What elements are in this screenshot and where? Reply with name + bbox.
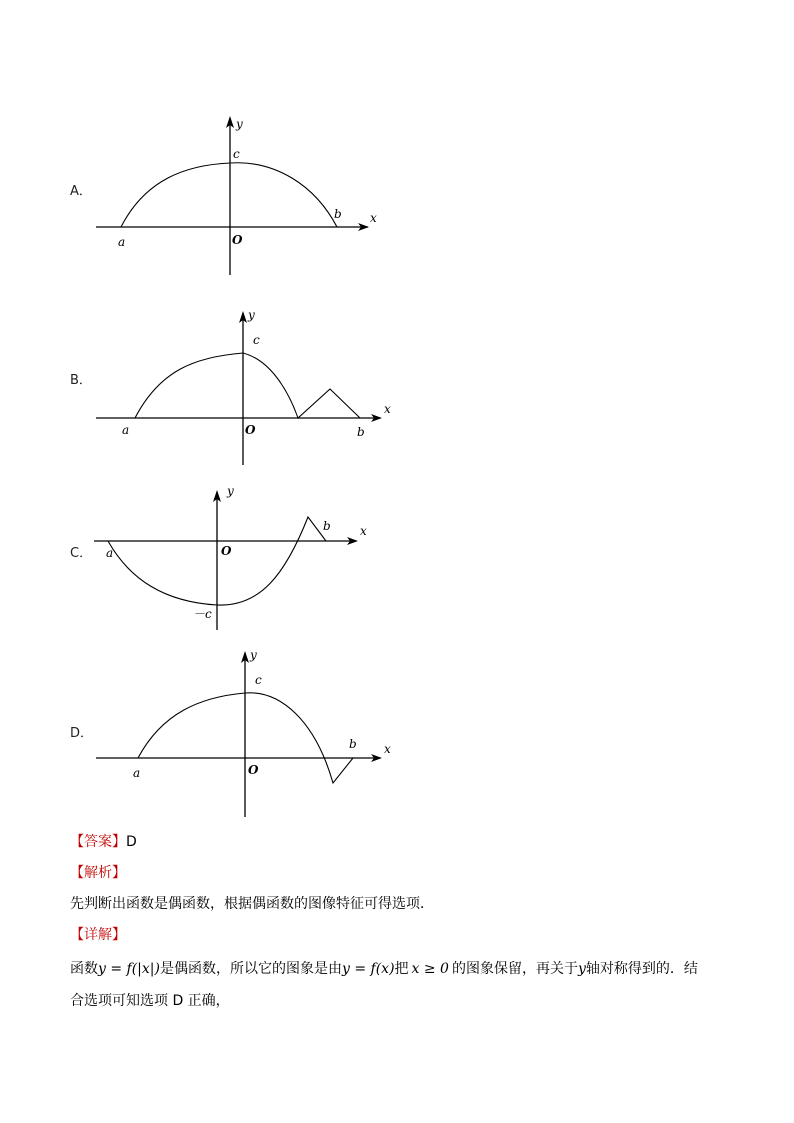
graph-d-b-label: b [349, 737, 357, 751]
answer-bracket: 【答案】 [70, 834, 126, 850]
graph-b-origin-label: O [245, 423, 256, 437]
analysis-bracket: 【解析】 [70, 865, 126, 881]
math-y-f-x: y = f(x) [341, 961, 395, 977]
graph-c-origin-label: O [221, 544, 232, 558]
option-d-label: D． [70, 726, 94, 741]
detail-paragraph-line-2: 合选项可知选项 D 正确， [70, 993, 230, 1009]
option-b-label: B． [70, 373, 92, 388]
graph-d-c-label: c [255, 673, 262, 687]
answer-value: D [126, 834, 137, 850]
graph-c-c-label: －c [193, 607, 212, 621]
option-a-label: A． [70, 184, 92, 199]
graph-b-x-label: x [384, 402, 391, 416]
graph-b-a-label: a [122, 423, 130, 437]
graph-d-a-label: a [133, 766, 141, 780]
graph-b-b-label: b [357, 425, 365, 439]
graph-d-y-label: y [250, 648, 257, 662]
answer-line [70, 831, 137, 851]
graph-a-curve [121, 163, 337, 227]
math-y: y [577, 961, 586, 977]
graph-b [90, 305, 400, 470]
graph-b-y-label: y [248, 308, 255, 322]
graph-b-c-label: c [253, 333, 260, 347]
graph-c-a-label: a [106, 546, 114, 560]
detail-bracket: 【详解】 [70, 927, 126, 943]
graph-a-x-label: x [370, 211, 377, 225]
graph-a-b-label: b [334, 207, 342, 221]
analysis-text: 先判断出函数是偶函数，根据偶函数的图像特征可得选项． [70, 896, 434, 912]
option-c-label: C． [70, 546, 93, 561]
graph-a-c-label: c [233, 147, 240, 161]
graph-c [90, 480, 380, 635]
graph-b-curve [135, 353, 360, 418]
graph-c-y-label: y [227, 484, 234, 498]
math-y-f-abs-x: y = f(|x|) [98, 961, 160, 977]
graph-a-y-label: y [236, 117, 243, 131]
analysis-heading [70, 862, 126, 882]
detail-paragraph-line-1: 函数y = f(|x|)是偶函数，所以它的图象是由y = f(x)把 x ≥ 0 的图象保留，再关于y轴对称得到的．结 [70, 961, 698, 977]
graph-c-x-label: x [360, 524, 367, 538]
graph-a-origin-label: O [232, 233, 243, 247]
graph-a-a-label: a [118, 235, 126, 249]
detail-heading [70, 924, 126, 944]
graph-d-x-label: x [384, 742, 391, 756]
graph-a [90, 110, 390, 280]
graph-d-origin-label: O [248, 763, 259, 777]
graph-c-b-label: b [323, 519, 331, 533]
math-x-geq-0: x ≥ 0 [411, 961, 449, 977]
graph-d [90, 645, 400, 820]
